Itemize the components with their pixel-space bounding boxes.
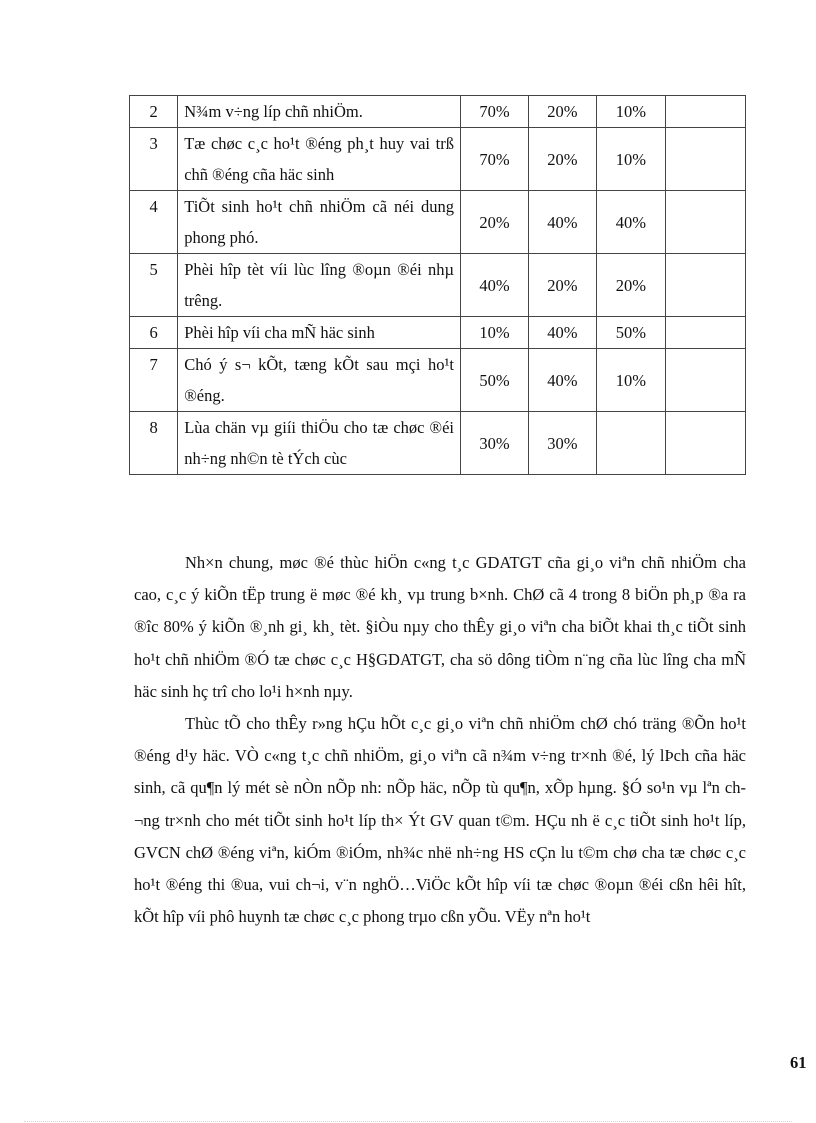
table-row (130, 349, 746, 412)
empty-cell (665, 128, 745, 191)
footer-divider (24, 1121, 792, 1122)
percent-cell: 10% (596, 96, 665, 128)
criterion-cell: N¾m v÷ng líp chñ nhiÖm. (178, 96, 461, 128)
criterion-cell: Chó ý s¬ kÕt, tæng kÕt sau mçi ho¹t ®éng. (178, 349, 461, 412)
percent-cell: 10% (461, 317, 529, 349)
percent-cell: 50% (596, 317, 665, 349)
percent-cell: 20% (528, 96, 596, 128)
row-number-cell: 7 (130, 349, 178, 412)
empty-cell (665, 349, 745, 412)
percent-cell: 70% (461, 128, 529, 191)
paragraph: Thùc tÕ cho thÊy r»ng hÇu hÕt c¸c gi¸o viªn chñ nhiÖm chØ chó träng ®Õn ho¹t ®éng d¹y häc. VÒ c«ng t¸c chñ nhiÖm, gi¸o viªn cã n¾m v÷ng tr×nh ®é, lý lÞch cña häc sinh, cã qu¶n lý mét sè nÒn nÕp nh: nÕp häc, nÕp tù qu¶n, xÕp hµng. §Ó so¹n vµ lªn ch¬ng tr×nh cho mét tiÕt sinh ho¹t líp th× Ýt GV quan t©m. HÇu nh ë c¸c tiÕt sinh ho¹t líp, GVCN chØ ®éng viªn, kiÓm ®iÓm, nh¾c nhë nh÷ng HS cÇn lu t©m chø cha tæ chøc c¸c ho¹t ®éng thi ®ua, vui ch¬i, v¨n nghÖ…ViÖc kÕt hîp víi tæ chøc ®oµn ®éi cßn hêi hît, kÕt hîp víi phô huynh tæ chøc c¸c phong trµo cßn yÕu. VËy nªn ho¹t (134, 714, 746, 927)
percent-cell: 20% (528, 254, 596, 317)
empty-cell (665, 412, 745, 475)
table-row (130, 96, 746, 128)
criterion-cell: Phèi hîp tèt víi lùc lîng ®oµn ®éi nhµ trêng. (178, 254, 461, 317)
body-text (134, 547, 746, 933)
percent-cell: 30% (528, 412, 596, 475)
criterion-cell: Phèi hîp víi cha mÑ häc sinh (178, 317, 461, 349)
percent-cell: 10% (596, 349, 665, 412)
percent-cell: 40% (528, 317, 596, 349)
empty-cell (665, 254, 745, 317)
percent-cell: 70% (461, 96, 529, 128)
empty-cell (665, 96, 745, 128)
criterion-cell: Lùa chän vµ giíi thiÖu cho tæ chøc ®éi nh÷ng nh©n tè tÝch cùc (178, 412, 461, 475)
page-number: 61 (790, 1053, 807, 1072)
row-number-cell: 6 (130, 317, 178, 349)
paragraph: Nh×n chung, møc ®é thùc hiÖn c«ng t¸c GDATGT cña gi¸o viªn chñ nhiÖm cha cao, c¸c ý kiÕn tËp trung ë møc ®é kh¸ vµ trung b×nh. ChØ cã 4 trong 8 biÖn ph¸p ®a ra ®îc 80% ý kiÕn ®¸nh gi¸ kh¸ tèt. §iÒu nµy cho thÊy gi¸o viªn cha biÕt khai th¸c tiÕt sinh ho¹t chñ nhiÖm ®Ó tæ chøc c¸c H§GDATGT, cha sö dông tiÒm n¨ng cña lùc lîng cha mÑ häc sinh hç trî cho lo¹i h×nh nµy. (134, 553, 746, 701)
row-number-cell: 3 (130, 128, 178, 191)
percent-cell: 40% (528, 191, 596, 254)
row-number-cell: 5 (130, 254, 178, 317)
percent-cell: 40% (596, 191, 665, 254)
row-number-cell: 4 (130, 191, 178, 254)
table-row (130, 254, 746, 317)
percent-cell: 20% (596, 254, 665, 317)
table-row (130, 191, 746, 254)
percent-cell: 30% (461, 412, 529, 475)
percent-cell: 50% (461, 349, 529, 412)
criterion-cell: Tæ chøc c¸c ho¹t ®éng ph¸t huy vai trß chñ ®éng cña häc sinh (178, 128, 461, 191)
table-row (130, 128, 746, 191)
table-row (130, 317, 746, 349)
percent-cell (596, 412, 665, 475)
percent-cell: 40% (528, 349, 596, 412)
empty-cell (665, 317, 745, 349)
survey-results-table (129, 95, 746, 475)
percent-cell: 20% (461, 191, 529, 254)
percent-cell: 10% (596, 128, 665, 191)
empty-cell (665, 191, 745, 254)
criterion-cell: TiÕt sinh ho¹t chñ nhiÖm cã néi dung phong phó. (178, 191, 461, 254)
row-number-cell: 2 (130, 96, 178, 128)
table-row (130, 412, 746, 475)
percent-cell: 20% (528, 128, 596, 191)
row-number-cell: 8 (130, 412, 178, 475)
percent-cell: 40% (461, 254, 529, 317)
